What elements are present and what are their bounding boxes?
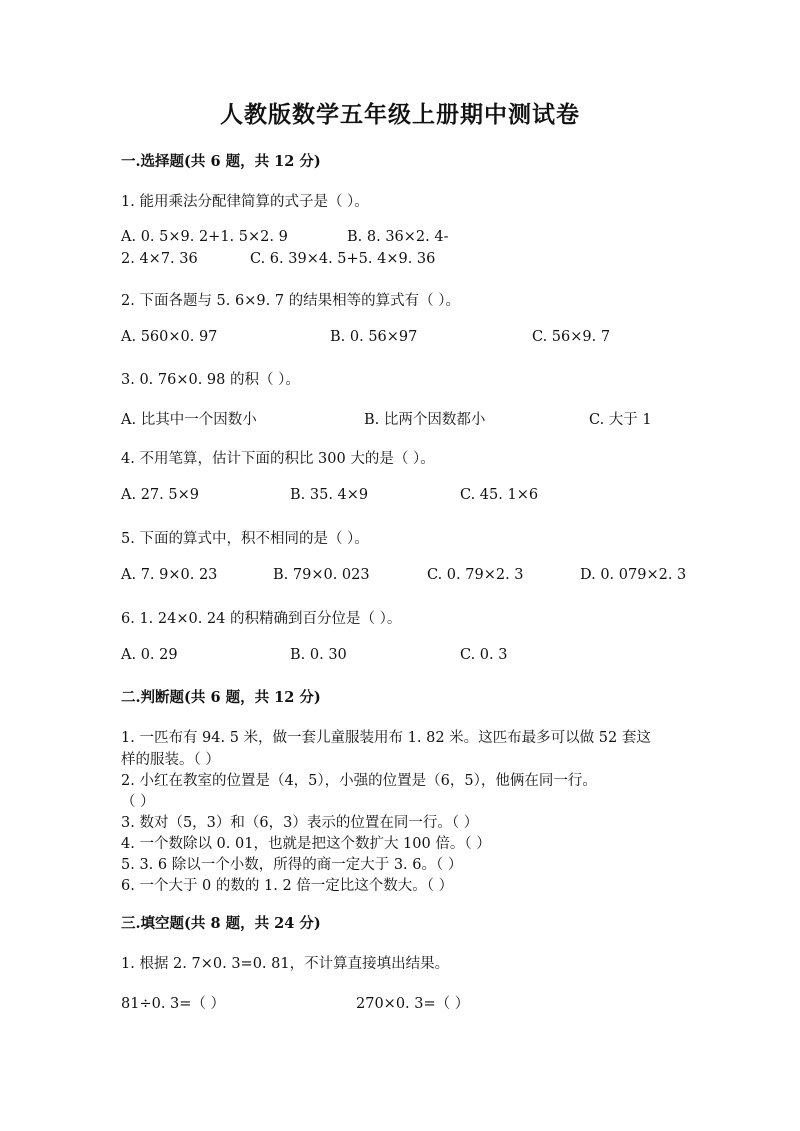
question-4-option-b: B. 35. 4×9 (290, 487, 369, 503)
judgement-line: 3. 数对（5，3）和（6，3）表示的位置在同一行。（ ） (121, 815, 479, 831)
question-1-option-a: A. 0. 5×9. 2+1. 5×2. 9 (121, 229, 288, 245)
question-5-option-b: B. 79×0. 023 (273, 567, 370, 583)
question-5-option-d: D. 0. 079×2. 3 (580, 567, 687, 583)
judgement-line: 样的服装。（ ） (121, 752, 220, 768)
judgement-line: 1. 一匹布有 94. 5 米，做一套儿童服装用布 1. 82 米。这匹布最多可以做 52 套这 (121, 730, 651, 746)
question-2-option-b: B. 0. 56×97 (330, 329, 418, 345)
question-3-option-a: A. 比其中一个因数小 (121, 412, 257, 428)
judgement-line: 5. 3. 6 除以一个小数，所得的商一定大于 3. 6。（ ） (121, 857, 463, 873)
question-3-option-c: C. 大于 1 (589, 412, 652, 428)
question-5-option-c: C. 0. 79×2. 3 (427, 567, 524, 583)
fill-question-1-item-b: 270×0. 3=（ ） (356, 996, 470, 1012)
question-6-stem: 6. 1. 24×0. 24 的积精确到百分位是（ ）。 (121, 611, 402, 627)
question-3-option-b: B. 比两个因数都小 (364, 412, 486, 428)
question-1-option-c: C. 6. 39×4. 5+5. 4×9. 36 (250, 251, 436, 267)
question-1-stem: 1. 能用乘法分配律简算的式子是（ ）。 (121, 194, 369, 210)
section-heading-fill-in: 三.填空题(共 8 题，共 24 分) (121, 915, 321, 932)
judgement-line: （ ） (121, 794, 155, 810)
question-4-option-c: C. 45. 1×6 (460, 487, 539, 503)
judgement-line: 2. 小红在教室的位置是（4，5），小强的位置是（6，5），他俩在同一行。 (121, 773, 597, 789)
question-2-option-a: A. 560×0. 97 (121, 329, 218, 345)
question-4-option-a: A. 27. 5×9 (121, 487, 199, 503)
question-6-option-c: C. 0. 3 (460, 647, 508, 663)
question-2-stem: 2. 下面各题与 5. 6×9. 7 的结果相等的算式有（ ）。 (121, 293, 461, 309)
question-1-option-b: B. 8. 36×2. 4- (347, 229, 449, 245)
fill-question-1-item-a: 81÷0. 3=（ ） (121, 996, 226, 1012)
question-6-option-a: A. 0. 29 (121, 647, 178, 663)
page-title: 人教版数学五年级上册期中测试卷 (220, 101, 580, 128)
question-5-stem: 5. 下面的算式中，积不相同的是（ ）。 (121, 531, 369, 547)
question-2-option-c: C. 56×9. 7 (532, 329, 611, 345)
question-1-option-b-cont: 2. 4×7. 36 (121, 251, 198, 267)
judgement-line: 4. 一个数除以 0. 01，也就是把这个数扩大 100 倍。（ ） (121, 836, 491, 852)
judgement-line: 6. 一个大于 0 的数的 1. 2 倍一定比这个数大。（ ） (121, 878, 454, 894)
section-heading-choice: 一.选择题(共 6 题，共 12 分) (121, 153, 321, 170)
question-6-option-b: B. 0. 30 (290, 647, 347, 663)
question-5-option-a: A. 7. 9×0. 23 (121, 567, 218, 583)
section-heading-judgement: 二.判断题(共 6 题，共 12 分) (121, 689, 321, 706)
fill-question-1-stem: 1. 根据 2. 7×0. 3=0. 81，不计算直接填出结果。 (121, 956, 450, 972)
question-4-stem: 4. 不用笔算，估计下面的积比 300 大的是（ ）。 (121, 451, 435, 467)
question-3-stem: 3. 0. 76×0. 98 的积（ ）。 (121, 372, 300, 388)
